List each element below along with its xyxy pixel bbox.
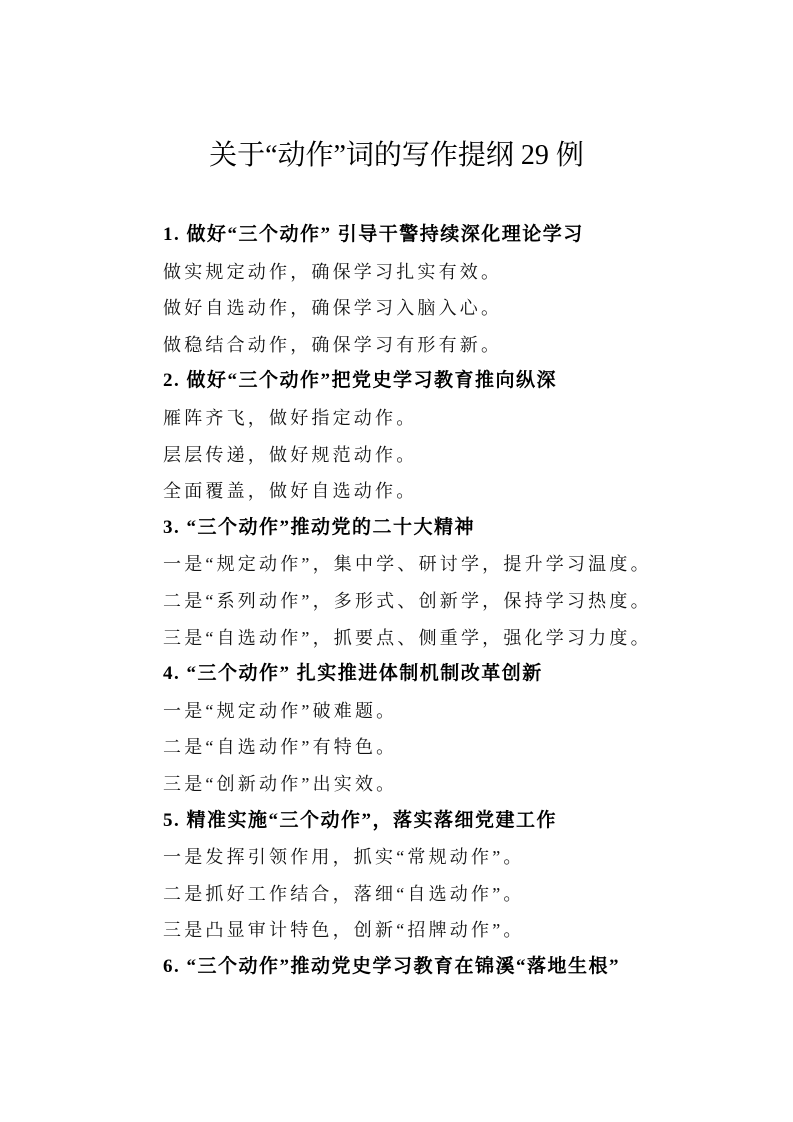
body-line: 二是“自选动作”有特色。 <box>163 737 398 758</box>
body-line: 做好自选动作，确保学习入脑入心。 <box>163 298 503 319</box>
section-1 <box>163 217 763 363</box>
body-line: 三是“创新动作”出实效。 <box>163 773 398 794</box>
section-heading: 3. “三个动作”推动党的二十大精神 <box>163 516 476 538</box>
body-line: 做实规定动作，确保学习扎实有效。 <box>163 261 503 282</box>
section-heading: 4. “三个动作” 扎实推进体制机制改革创新 <box>163 663 543 685</box>
section-4 <box>163 656 763 802</box>
section-heading: 2. 做好“三个动作”把党史学习教育推向纵深 <box>163 370 558 392</box>
section-6 <box>163 949 763 986</box>
body-line: 一是“规定动作”破难题。 <box>163 700 398 721</box>
body-line: 层层传递，做好规范动作。 <box>163 444 418 465</box>
body-line: 二是抓好工作结合，落细“自选动作”。 <box>163 883 525 904</box>
section-3 <box>163 510 763 656</box>
section-5 <box>163 803 763 949</box>
body-line: 三是凸显审计特色，创新“招牌动作”。 <box>163 920 525 941</box>
body-line: 二是“系列动作”，多形式、创新学，保持学习热度。 <box>163 590 652 611</box>
section-heading: 5. 精准实施“三个动作”，落实落细党建工作 <box>163 809 558 831</box>
section-2 <box>163 363 763 509</box>
document-title: 关于“动作”词的写作提纲 29 例 <box>209 140 584 171</box>
body-line: 一是“规定动作”，集中学、研讨学，提升学习温度。 <box>163 554 652 575</box>
section-heading: 1. 做好“三个动作” 引导干警持续深化理论学习 <box>163 224 584 245</box>
body-line: 做稳结合动作，确保学习有形有新。 <box>163 334 503 355</box>
body-line: 全面覆盖，做好自选动作。 <box>163 481 418 502</box>
body-line: 一是发挥引领作用，抓实“常规动作”。 <box>163 847 525 868</box>
body-line: 三是“自选动作”，抓要点、侧重学，强化学习力度。 <box>163 627 652 648</box>
document-body <box>163 217 763 985</box>
section-heading: 6. “三个动作”推动党史学习教育在锦溪“落地生根” <box>163 955 621 977</box>
body-line: 雁阵齐飞，做好指定动作。 <box>163 407 418 428</box>
